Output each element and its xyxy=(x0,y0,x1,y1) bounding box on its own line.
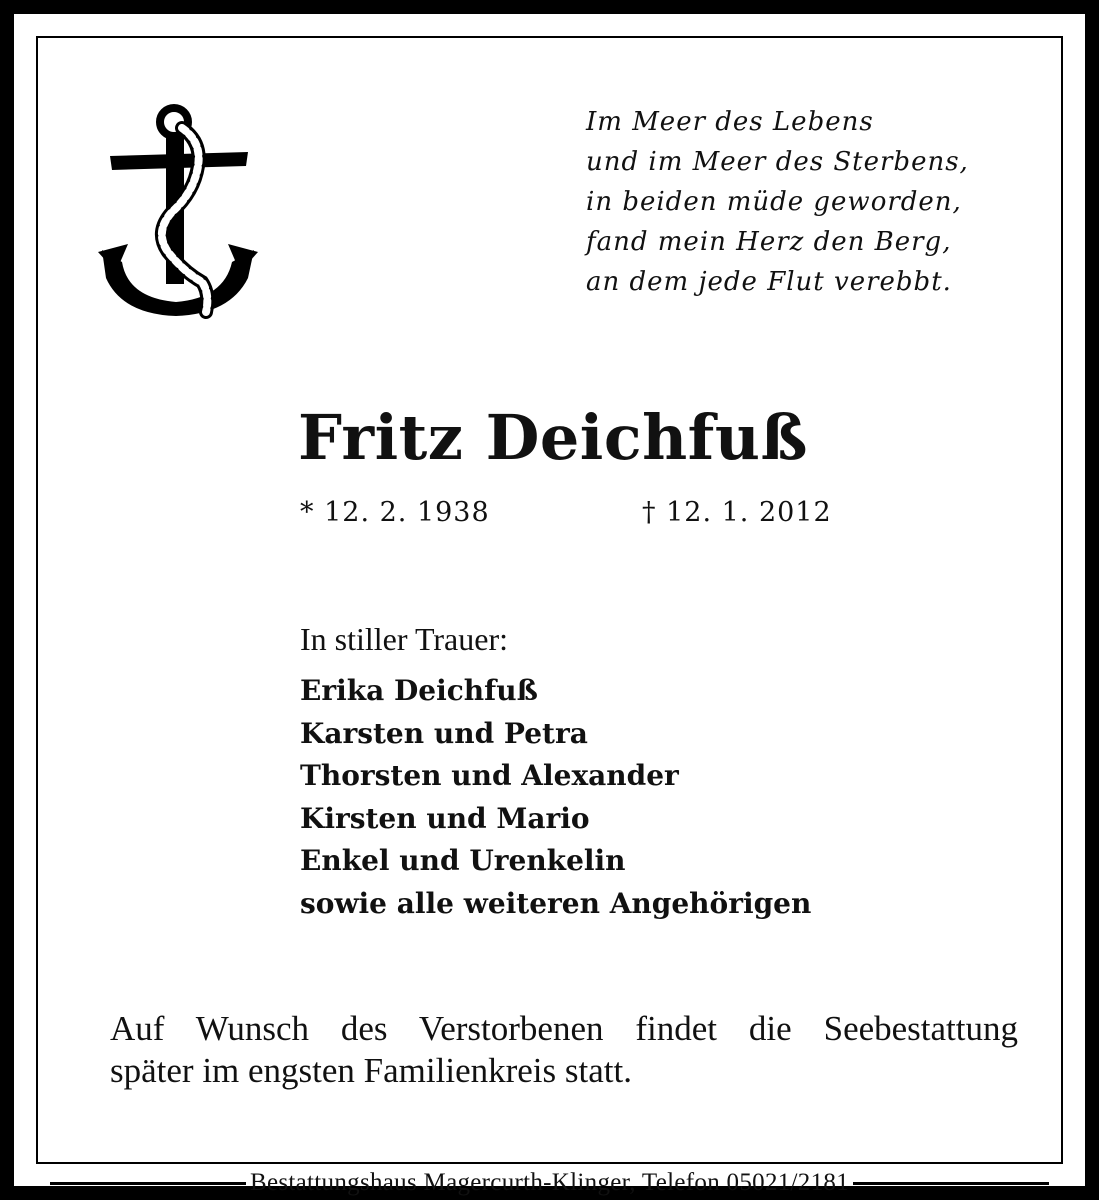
death-date: † 12. 1. 2012 xyxy=(642,497,832,528)
poem-line: in beiden müde geworden, xyxy=(586,187,962,217)
mourners-list xyxy=(300,670,811,925)
deceased-name: Fritz Deichfuß xyxy=(298,401,809,474)
funeral-home-contact: Bestattungshaus Magercurth-Klinger, Telefon 05021/2181 xyxy=(250,1169,849,1196)
burial-notice xyxy=(110,1008,1018,1092)
footer-rule-right xyxy=(853,1182,1049,1185)
mourner-name: Karsten und Petra xyxy=(300,716,588,750)
poem-line: und im Meer des Sterbens, xyxy=(586,147,969,177)
mourner-name: Enkel und Urenkelin xyxy=(300,844,626,877)
notice-line: später im engsten Familienkreis statt. xyxy=(110,1051,632,1090)
poem-line: Im Meer des Lebens xyxy=(586,107,874,137)
footer-rule-left xyxy=(50,1182,246,1185)
anchor-icon xyxy=(98,102,260,324)
mourner-name: sowie alle weiteren Angehörigen xyxy=(300,886,812,920)
birth-date: * 12. 2. 1938 xyxy=(300,497,490,528)
mourner-name: Erika Deichfuß xyxy=(300,674,538,707)
notice-line: Auf Wunsch des Verstorbenen findet die Seebestattung xyxy=(110,1009,1018,1048)
mourning-heading: In stiller Trauer: xyxy=(300,621,508,657)
poem-line: fand mein Herz den Berg, xyxy=(586,227,952,257)
footer xyxy=(50,1166,1049,1200)
mourner-name: Kirsten und Mario xyxy=(300,801,590,835)
poem xyxy=(586,102,1056,302)
poem-line: an dem jede Flut verebbt. xyxy=(586,267,952,297)
mourner-name: Thorsten und Alexander xyxy=(300,759,679,792)
